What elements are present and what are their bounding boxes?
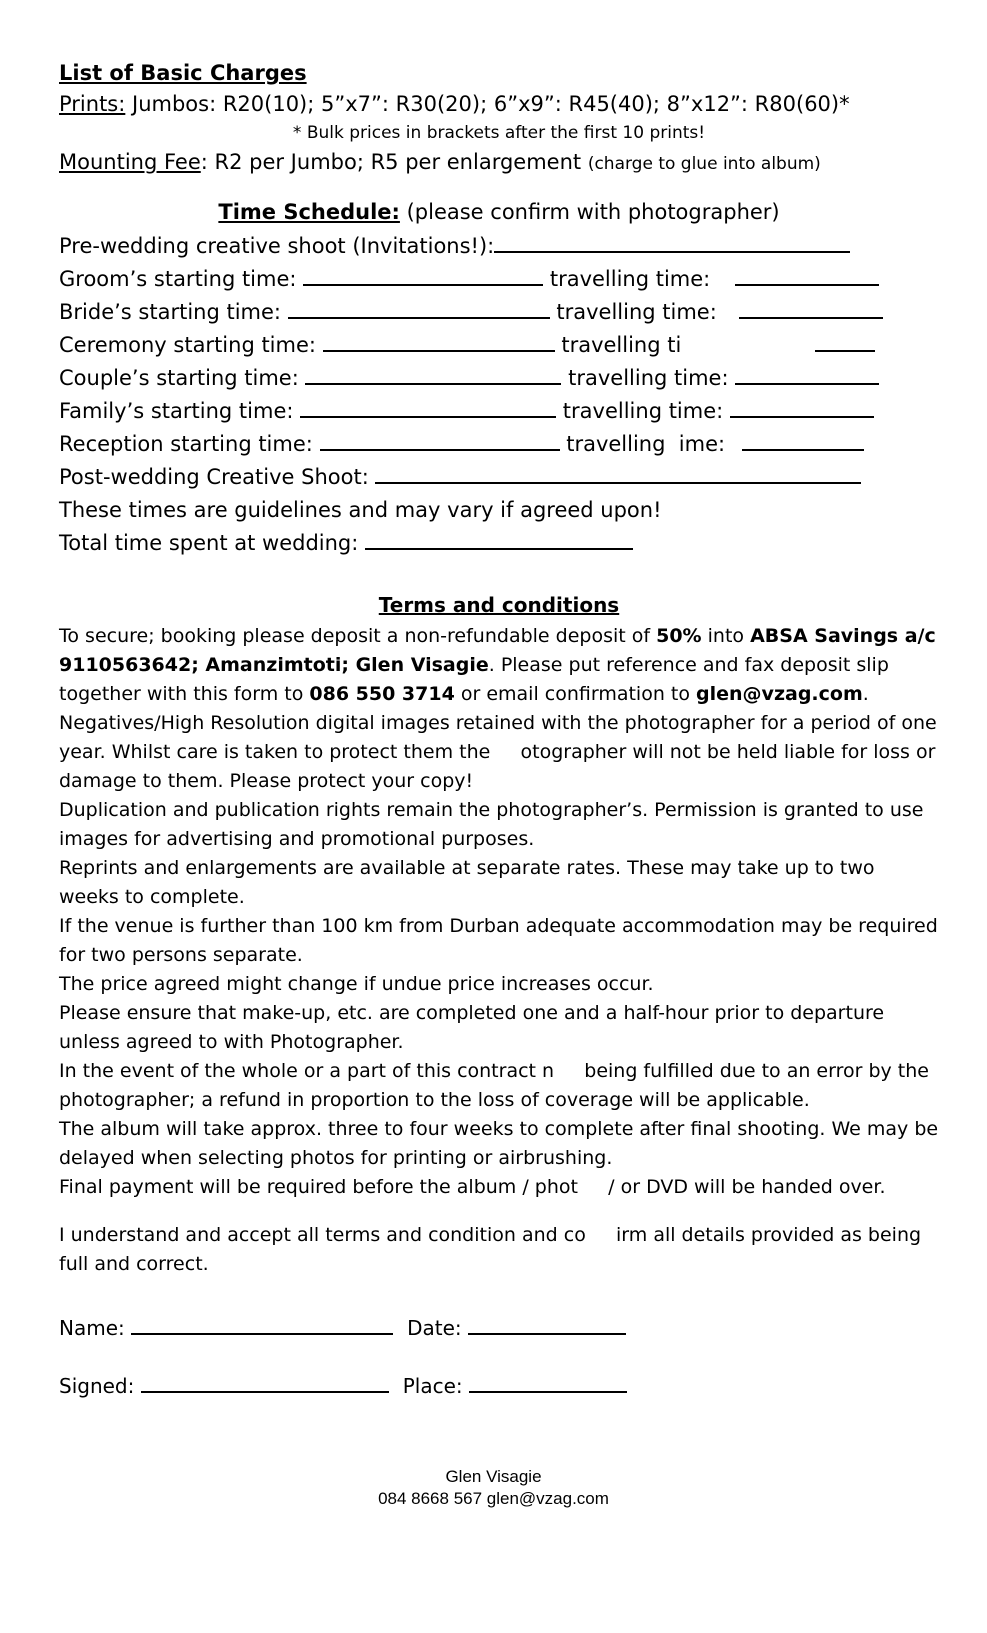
travel-time-field[interactable] [730,398,874,418]
prints-line [59,88,939,120]
deposit-text: . [862,683,869,705]
bank-details: ABSA Savings a/c 9110563642; Amanzimtoti; Glen Visagie [59,625,936,676]
prints-prices: Jumbos: R20(10); 5”x7”: R30(20); 6”x9”: R45(40); 8”x12”: R80(60)* [125,92,850,116]
mounting-note: (charge to glue into album) [587,154,821,174]
deposit-text: To secure; booking please deposit a non-refundable deposit of [59,625,657,647]
post-wedding-label: Post-wedding Creative Shoot: [59,465,376,489]
term-item: The album will take approx. three to four weeks to complete after final shooting. We may be delayed when selecting photos for printing or airbrushing. [59,1118,939,1169]
place-label: Place: [402,1374,469,1398]
travel-time-field[interactable] [735,365,879,385]
terms-title: Terms and conditions [378,593,620,617]
schedule-row [59,263,939,296]
total-time-field[interactable] [365,530,633,550]
total-time-row [59,527,939,560]
footer-name: Glen Visagie [445,1467,542,1486]
start-time-field[interactable] [288,299,550,319]
total-time-label: Total time spent at wedding: [59,531,366,555]
schedule-row-label: Bride’s starting time: [59,300,288,324]
mounting-fees: : R2 per Jumbo; R5 per enlargement [200,150,588,174]
bulk-note: * Bulk prices in brackets after the first 10 prints! [292,123,706,143]
deposit-paragraph [59,622,939,709]
schedule-row [59,296,939,329]
travel-time-field[interactable] [739,299,883,319]
deposit-text: into [701,625,751,647]
schedule-row-label: Groom’s starting time: [59,267,304,291]
schedule-row-label: Reception starting time: [59,432,320,456]
mounting-line [59,146,939,180]
signed-label: Signed: [59,1374,141,1398]
travel-label: travelling time: [543,267,717,291]
signature-field[interactable] [141,1373,389,1393]
prints-label: Prints: [59,92,126,116]
travel-label: travelling ti [554,333,682,357]
schedule-row-label: Couple’s starting time: [59,366,306,390]
name-date-row [59,1313,939,1343]
post-wedding-field[interactable] [375,464,861,484]
term-item: The price agreed might change if undue price increases occur. [59,973,654,995]
place-field[interactable] [469,1373,627,1393]
term-item: Please ensure that make-up, etc. are completed one and a half-hour prior to departure unless agreed to with Photographer. [59,1002,885,1053]
travel-label: travelling time: [561,366,736,390]
fax-number: 086 550 3714 [309,683,455,705]
schedule-row [59,329,939,362]
guideline-note [59,494,939,527]
term-item: In the event of the whole or a part of this contract n being fulfilled due to an error by the photographer; a refund in proportion to the loss of coverage will be applicable. [59,1060,936,1111]
travel-label: travelling time: [556,399,730,423]
post-wedding-row [59,461,939,494]
pre-wedding-label: Pre-wedding creative shoot (Invitations!): [59,234,495,258]
charges-title: List of Basic Charges [59,61,307,85]
travel-time-field[interactable] [742,431,864,451]
date-label: Date: [407,1316,469,1340]
term-item: Negatives/High Resolution digital images retained with the photographer for a period of one year. Whilst care is taken to protect them the otographer will not be held liable for loss or damage to them. Please protect your copy! [59,712,943,792]
start-time-field[interactable] [300,398,556,418]
travel-time-field[interactable] [815,332,875,352]
pre-wedding-row [59,230,939,263]
deposit-text: . Please put reference and fax deposit slip together with this form to [59,654,889,705]
name-label: Name: [59,1316,132,1340]
start-time-field[interactable] [320,431,560,451]
mounting-label: Mounting Fee [59,150,201,174]
footer [0,1466,987,1510]
guideline-text: These times are guidelines and may vary if agreed upon! [59,498,662,522]
signed-place-row [59,1371,939,1401]
travel-label: travelling time: [549,300,724,324]
schedule-title: Time Schedule: [218,200,400,224]
term-item: Duplication and publication rights remain the photographer’s. Permission is granted to use images for advertising and promotional purposes. [59,799,924,850]
start-time-field[interactable] [323,332,555,352]
name-field[interactable] [131,1315,393,1335]
travel-time-field[interactable] [735,266,879,286]
schedule-row [59,362,939,395]
document [59,58,943,1401]
deposit-percent: 50% [656,625,702,647]
start-time-field[interactable] [305,365,561,385]
term-item: Reprints and enlargements are available at separate rates. These may take up to two weeks to complete. [59,857,875,908]
footer-contact: 084 8668 567 glen@vzag.com [378,1489,609,1508]
start-time-field[interactable] [303,266,543,286]
email-link[interactable]: glen@vzag.com [696,683,863,705]
date-field[interactable] [468,1315,626,1335]
schedule-row-label: Ceremony starting time: [59,333,323,357]
pre-wedding-field[interactable] [494,233,850,253]
travel-label: travelling ime: [559,432,732,456]
term-item: If the venue is further than 100 km from Durban adequate accommodation may be required for two persons separate. [59,915,938,966]
schedule-subtitle: (please confirm with photographer) [399,200,780,224]
schedule-row [59,428,939,461]
term-item: Final payment will be required before the album / phot / or DVD will be handed over. [59,1176,886,1198]
schedule-row-label: Family’s starting time: [59,399,301,423]
deposit-text: or email confirmation to [454,683,697,705]
acceptance-statement: I understand and accept all terms and condition and co irm all details provided as being full and correct. [59,1224,928,1275]
schedule-heading [59,194,939,230]
schedule-row [59,395,939,428]
